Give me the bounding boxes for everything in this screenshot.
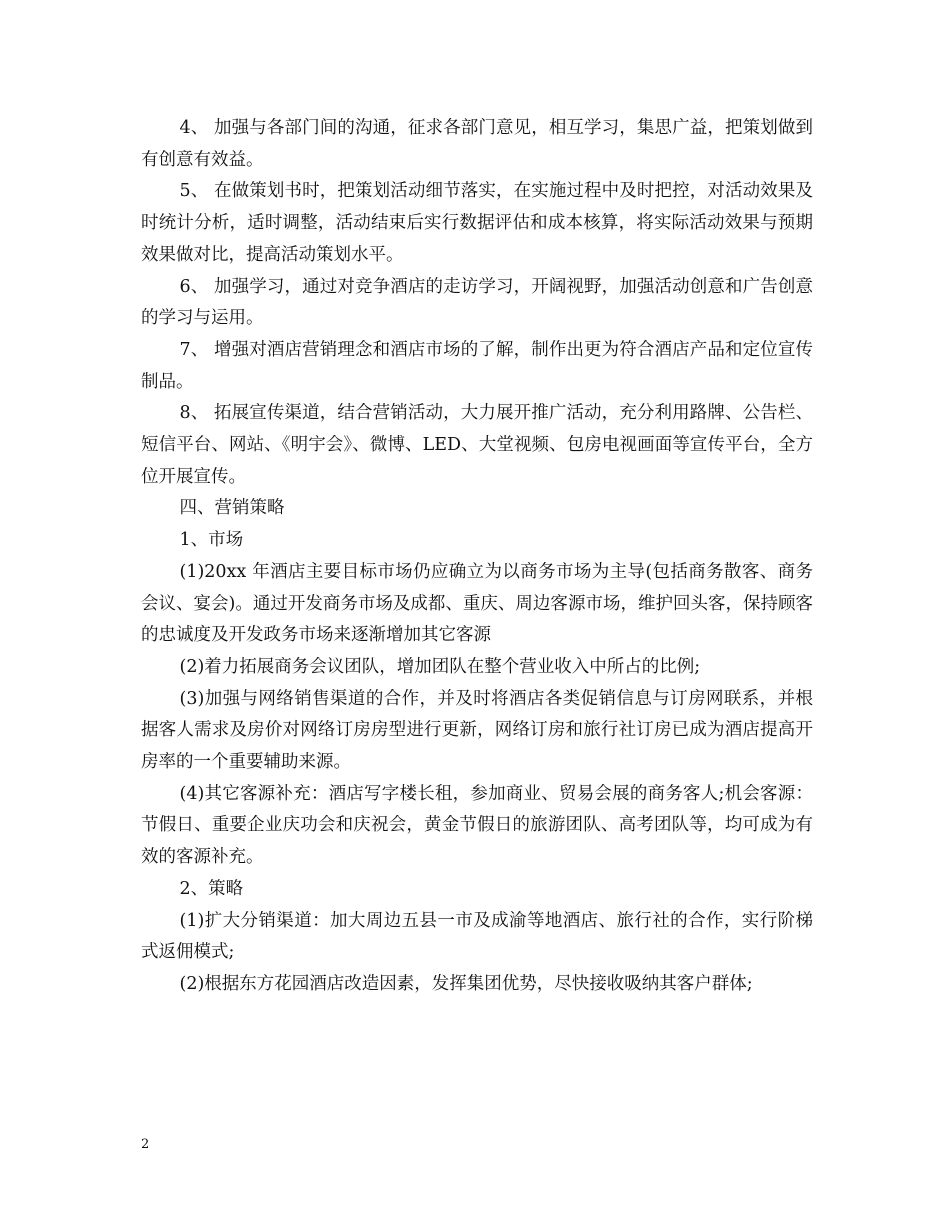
paragraph-item-8: 8、 拓展宣传渠道，结合营销活动，大力展开推广活动，充分利用路牌、公告栏、短信平台、网站、《明宇会》、微博、LED、大堂视频、包房电视画面等宣传平台，全方位开展宣传。: [141, 403, 813, 487]
paragraph-item-4: 4、 加强与各部门间的沟通，征求各部门意见，相互学习，集思广益，把策划做到有创意有效益。: [141, 118, 813, 170]
subsection-heading-strategy: 2、策略: [179, 878, 244, 899]
document-body: [141, 113, 813, 1001]
section-heading-marketing-strategy: 四、营销策略: [179, 498, 285, 519]
paragraph-item-5: 5、 在做策划书时，把策划活动细节落实，在实施过程中及时把控，对活动效果及时统计分析，适时调整，活动结束后实行数据评估和成本核算，将实际活动效果与预期效果做对比，提高活动策划水平。: [141, 181, 813, 265]
paragraph-market-1: (1)20xx 年酒店主要目标市场仍应确立为以商务市场为主导(包括商务散客、商务会议、宴会)。通过开发商务市场及成都、重庆、周边客源市场，维护回头客，保持顾客的忠诚度及开发政务市场来逐渐增加其它客源: [141, 561, 813, 646]
paragraph-strategy-1: (1)扩大分销渠道：加大周边五县一市及成渝等地酒店、旅行社的合作，实行阶梯式返佣模式;: [141, 910, 813, 963]
subsection-heading-market: 1、市场: [179, 530, 244, 551]
paragraph-item-7: 7、 增强对酒店营销理念和酒店市场的了解，制作出更为符合酒店产品和定位宣传制品。: [141, 339, 813, 392]
page-number: 2: [141, 1137, 150, 1152]
paragraph-market-3: (3)加强与网络销售渠道的合作，并及时将酒店各类促销信息与订房网联系，并根据客人需求及房价对网络订房房型进行更新，网络订房和旅行社订房已成为酒店提高开房率的一个重要辅助来源。: [141, 688, 813, 773]
paragraph-market-2: (2)着力拓展商务会议团队，增加团队在整个营业收入中所占的比例;: [179, 656, 701, 677]
paragraph-strategy-2: (2)根据东方花园酒店改造因素，发挥集团优势，尽快接收吸纳其客户群体;: [179, 973, 753, 994]
paragraph-market-4: (4)其它客源补充：酒店写字楼长租，参加商业、贸易会展的商务客人;机会客源：节假日、重要企业庆功会和庆祝会，黄金节假日的旅游团队、高考团队等，均可成为有效的客源补充。: [141, 783, 813, 868]
paragraph-item-6: 6、 加强学习，通过对竞争酒店的走访学习，开阔视野，加强活动创意和广告创意的学习与运用。: [141, 276, 813, 329]
